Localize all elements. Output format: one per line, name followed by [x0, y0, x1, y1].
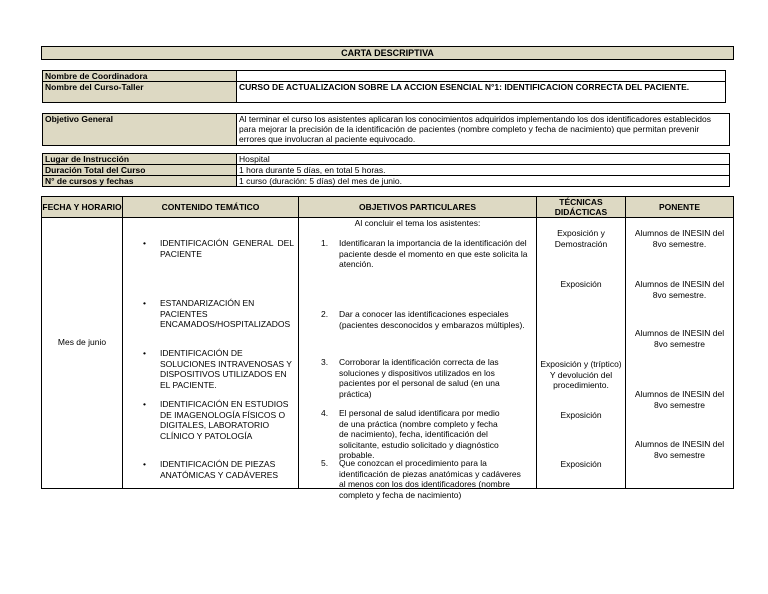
speaker-item: Alumnos de INESIN del 8vo semestre	[634, 389, 725, 410]
bullet-icon: •	[143, 298, 146, 308]
objective-item: El personal de salud identificara por medio de una práctica (nombre completo y fecha de nacimiento), fecha, identificación del solicitante, estudio solicitado y diagnóstico probable.	[339, 408, 500, 460]
logistics-label: Lugar de Instrucción	[43, 154, 237, 165]
course-name-value: CURSO DE ACTUALIZACION SOBRE LA ACCION ESENCIAL N°1: IDENTIFICACION CORRECTA DEL PACIENTE.	[237, 82, 726, 103]
technique-item: Exposición y (tríptico) Y devolución del procedimiento.	[540, 359, 622, 390]
bullet-icon: •	[143, 399, 146, 409]
objective-label: Objetivo General	[43, 114, 237, 146]
speaker-item: Alumnos de INESIN del 8vo semestre.	[634, 228, 725, 249]
technique-item: Exposición	[560, 279, 602, 289]
technique-item: Exposición	[560, 459, 602, 469]
speaker-item: Alumnos de INESIN del 8vo semestre	[634, 439, 725, 460]
course-name-label: Nombre del Curso-Taller	[43, 82, 237, 103]
header-speaker: PONENTE	[626, 197, 734, 218]
technique-item: Exposición y Demostración	[554, 228, 608, 249]
speaker-item: Alumnos de INESIN del 8vo semestre	[634, 328, 725, 349]
page-title: CARTA DESCRIPTIVA	[41, 46, 734, 60]
logistics-label: Duración Total del Curso	[43, 165, 237, 176]
content-item: IDENTIFICACIÓN DE PIEZAS ANATÓMICAS Y CADÁVERES	[160, 459, 279, 480]
coordinator-label: Nombre de Coordinadora	[43, 71, 237, 82]
objective-number: 3.	[321, 357, 329, 367]
header-objectives: OBJETIVOS PARTICULARES	[299, 197, 537, 218]
objective-item: Dar a conocer las identificaciones especiales (pacientes desconocidos y embarazos múltiples).	[339, 309, 525, 330]
bullet-icon: •	[143, 238, 146, 248]
logistics-value: 1 curso (duración: 5 días) del mes de junio.	[237, 176, 730, 187]
header-content: CONTENIDO TEMÁTICO	[123, 197, 299, 218]
objective-item: Corroborar la identificación correcta de las soluciones y dispositivos utilizados en los pacientes por el personal de salud (en una práctica)	[339, 357, 500, 399]
objective-item: Que conozcan el procedimiento para la identificación de piezas anatómicas y cadáveres al menos con los dos identificadores (nombre completo y fecha de nacimiento)	[339, 458, 521, 500]
speaker-item: Alumnos de INESIN del 8vo semestre.	[634, 279, 725, 300]
content-item: IDENTIFICACIÓN GENERAL DEL PACIENTE	[160, 238, 294, 259]
objectives-intro: Al concluir el tema los asistentes:	[354, 218, 481, 228]
logistics-value: 1 hora durante 5 días, en total 5 horas.	[237, 165, 730, 176]
objective-number: 1.	[321, 238, 329, 248]
objective-item: Identificaran la importancia de la identificación del paciente desde el momento en que este solicita la atención.	[339, 238, 528, 269]
objectives-cell	[299, 218, 537, 500]
course-info-table	[42, 70, 726, 103]
bullet-icon: •	[143, 459, 146, 469]
logistics-table	[42, 153, 730, 187]
header-techniques: TÉCNICAS DIDÁCTICAS	[537, 197, 626, 218]
speaker-cell	[626, 218, 734, 489]
logistics-value: Hospital	[237, 154, 730, 165]
program-table	[41, 196, 734, 500]
objective-table	[42, 113, 730, 146]
date-value: Mes de junio	[57, 337, 107, 347]
date-cell	[42, 218, 123, 489]
objective-number: 4.	[321, 408, 329, 418]
techniques-cell	[537, 218, 626, 489]
header-date: FECHA Y HORARIO	[42, 197, 123, 218]
coordinator-value	[237, 71, 726, 82]
logistics-label: N° de cursos y fechas	[43, 176, 237, 187]
content-cell	[123, 218, 299, 489]
content-item: IDENTIFICACIÓN EN ESTUDIOS DE IMAGENOLOGÍA FÍSICOS O DIGITALES, LABORATORIO CLÍNICO Y PATOLOGÍA	[160, 399, 289, 441]
objective-number: 5.	[321, 458, 329, 468]
technique-item: Exposición	[560, 410, 602, 420]
bullet-icon: •	[143, 348, 146, 358]
objective-number: 2.	[321, 309, 329, 319]
content-item: IDENTIFICACIÓN DE SOLUCIONES INTRAVENOSAS Y DISPOSITIVOS UTILIZADOS EN EL PACIENTE.	[160, 348, 292, 390]
objective-value: Al terminar el curso los asistentes aplicaran los conocimientos adquiridos implementando los dos identificadores establecidos para mejorar la precisión de la identificación de pacientes (nombre completo y fecha de nacimiento) que permitan prevenir errores que involucran al paciente equivocado.	[237, 114, 730, 146]
content-item: ESTANDARIZACIÓN EN PACIENTES ENCAMADOS/HOSPITALIZADOS	[160, 298, 291, 329]
